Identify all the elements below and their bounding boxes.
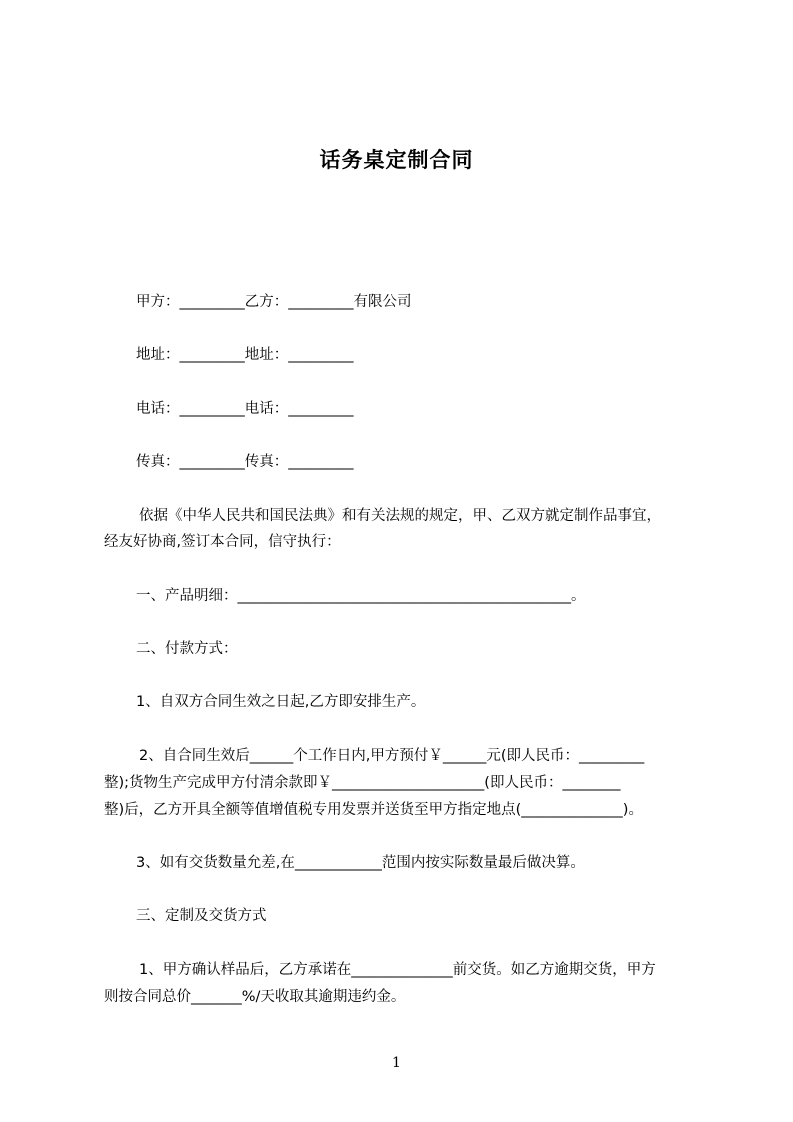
party-fax-line: 传真：_________传真：_________	[136, 454, 354, 470]
section-2-item-3: 3、如有交货数量允差,在____________范围内按实际数量最后做决算。	[136, 855, 585, 871]
party-address-line: 地址：_________地址：_________	[136, 347, 354, 363]
intro-line-2: 经友好协商,签订本合同，信守执行：	[104, 534, 341, 550]
section-3-item-1-line-2: 则按合同总价_______%/天收取其逾期违约金。	[104, 989, 406, 1005]
section-3-heading: 三、定制及交货方式	[136, 908, 267, 924]
section-3-item-1-line-1: 1、甲方确认样品后，乙方承诺在______________前交货。如乙方逾期交货，甲方	[139, 962, 656, 978]
section-2-item-2-line-3: 整)后，乙方开具全额等值增值税专用发票并送货至甲方指定地点(______________)。	[104, 802, 643, 818]
section-2-item-2-line-1: 2、自合同生效后______个工作日内,甲方预付￥______元(即人民币：_________	[139, 748, 645, 764]
section-1-product-details: 一、产品明细：______________________________________________。	[136, 588, 586, 604]
section-2-item-1: 1、自双方合同生效之日起,乙方即安排生产。	[136, 694, 426, 710]
section-2-item-2-line-2: 整);货物生产完成甲方付清余款即￥_____________________(即人民币：________	[104, 775, 621, 791]
intro-line-1: 依据《中华人民共和国民法典》和有关法规的规定，甲、乙双方就定制作品事宜，	[139, 508, 661, 524]
document-title: 话务桌定制合同	[319, 148, 474, 172]
page-number: 1	[392, 1055, 401, 1071]
party-phone-line: 电话：_________电话：_________	[136, 401, 354, 417]
section-2-heading: 二、付款方式：	[136, 641, 238, 657]
party-names-line: 甲方：_________乙方：_________有限公司	[136, 294, 412, 310]
